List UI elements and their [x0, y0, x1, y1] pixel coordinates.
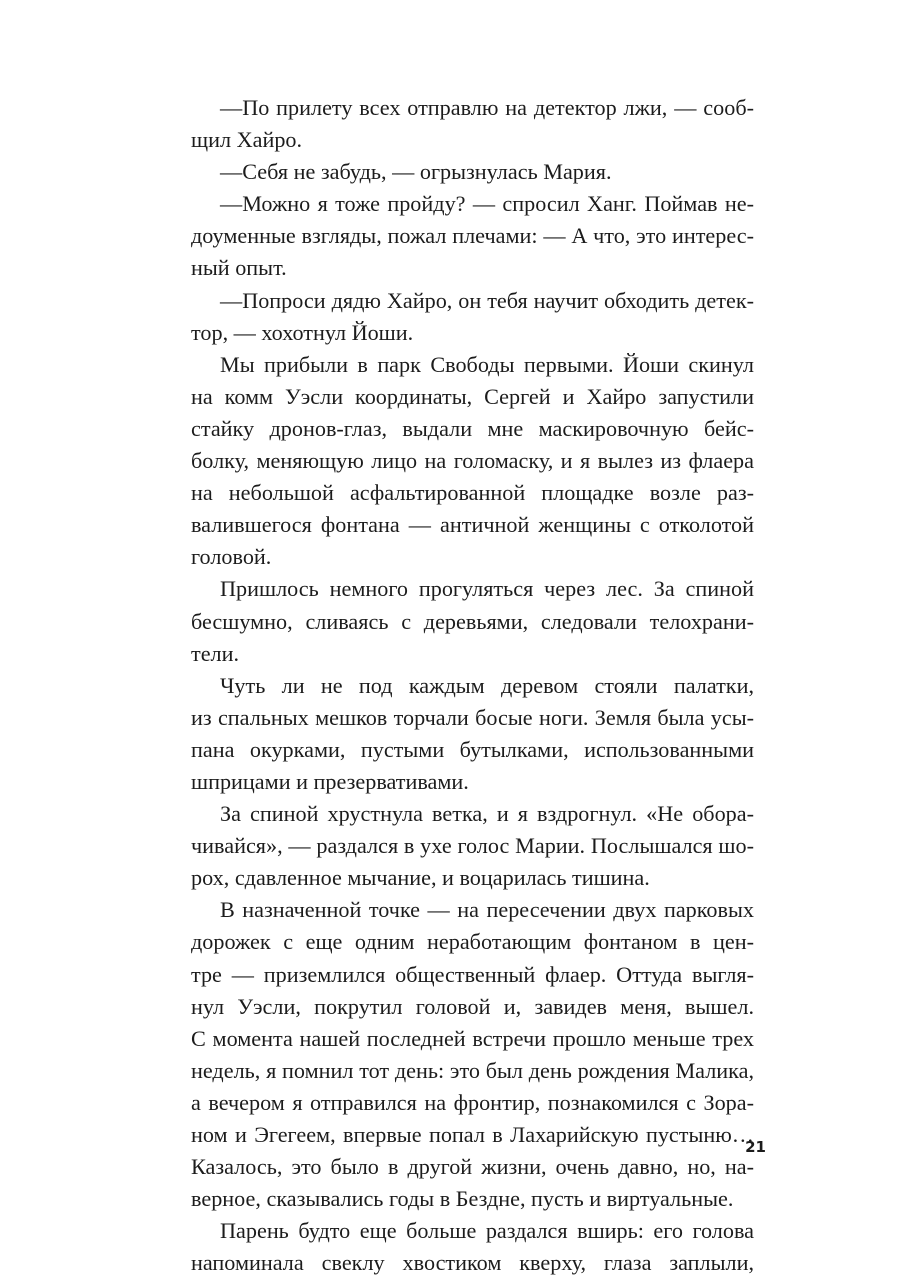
text-line: бесшумно, сливаясь с деревьями, следовали телохрани- [191, 608, 754, 634]
page-number: 21 [745, 1138, 766, 1156]
paragraph [191, 798, 754, 894]
text-line: тре — приземлился общественный флаер. Оттуда выгля- [191, 961, 754, 987]
text-line: За спиной хрустнула ветка, и я вздрогнул. «Не обора- [220, 801, 754, 827]
text-line: тели. [191, 640, 240, 666]
paragraph [191, 894, 754, 1215]
paragraph [191, 188, 754, 284]
text-line: щил Хайро. [191, 127, 303, 153]
text-line: С момента нашей последней встречи прошло меньше трех [191, 1025, 754, 1051]
text-line: стайку дронов-глаз, выдали мне маскировочную бейс- [191, 415, 754, 441]
text-line: В назначенной точке — на пересечении двух парковых [220, 897, 754, 923]
text-line: болку, меняющую лицо на голомаску, и я вылез из флаера [191, 448, 754, 474]
text-line: напоминала свеклу хвостиком кверху, глаза заплыли, [191, 1250, 754, 1276]
text-line: ный опыт. [191, 255, 287, 281]
text-line: ном и Эгегеем, впервые попал в Лахарийскую пустыню… [191, 1122, 754, 1147]
text-line: нул Уэсли, покрутил головой и, завидев меня, вышел. [191, 993, 754, 1019]
text-line: —По прилету всех отправлю на детектор лжи, — сооб- [220, 95, 754, 120]
text-line: пана окурками, пустыми бутылками, использованными [191, 736, 754, 762]
paragraph [191, 573, 754, 669]
text-line: рох, сдавленное мычание, и воцарилась тишина. [191, 865, 650, 891]
text-line: дорожек с еще одним неработающим фонтаном в цен- [191, 929, 754, 955]
paragraph [191, 156, 754, 188]
text-line: Казалось, это было в другой жизни, очень давно, но, на- [191, 1154, 754, 1180]
text-line: тор, — хохотнул Йоши. [191, 319, 414, 345]
text-line: Мы прибыли в парк Свободы первыми. Йоши скинул [220, 351, 754, 377]
text-line: Пришлось немного прогуляться через лес. За спиной [220, 576, 754, 602]
text-line: шприцами и презервативами. [191, 768, 469, 794]
text-line: Чуть ли не под каждым деревом стояли палатки, [220, 672, 754, 698]
body-text [191, 92, 754, 1279]
text-line: —Можно я тоже пройду? — спросил Ханг. Поймав не- [220, 191, 754, 217]
text-line: на небольшой асфальтированной площадке возле раз- [191, 480, 754, 506]
paragraph [191, 92, 754, 156]
paragraph [191, 1215, 754, 1279]
text-line: —Попроси дядю Хайро, он тебя научит обходить детек- [220, 287, 754, 313]
text-line: верное, сказывались годы в Бездне, пусть и виртуальные. [191, 1186, 734, 1212]
text-line: из спальных мешков торчали босые ноги. Земля была усы- [191, 704, 754, 730]
paragraph [191, 670, 754, 798]
text-line: Парень будто еще больше раздался вширь: его голова [220, 1218, 754, 1244]
text-line: а вечером я отправился на фронтир, познакомился с Зора- [191, 1089, 754, 1115]
text-line: —Себя не забудь, — огрызнулась Мария. [220, 159, 612, 185]
text-line: доуменные взгляды, пожал плечами: — А что, это интерес- [191, 223, 754, 249]
text-line: головой. [191, 544, 272, 570]
text-line: валившегося фонтана — античной женщины с отколотой [191, 512, 754, 538]
text-line: чивайся», — раздался в ухе голос Марии. Послышался шо- [191, 833, 754, 859]
paragraph [191, 285, 754, 349]
text-line: недель, я помнил тот день: это был день рождения Малика, [191, 1057, 754, 1083]
paragraph [191, 349, 754, 574]
text-line: на комм Уэсли координаты, Сергей и Хайро запустили [191, 383, 754, 409]
